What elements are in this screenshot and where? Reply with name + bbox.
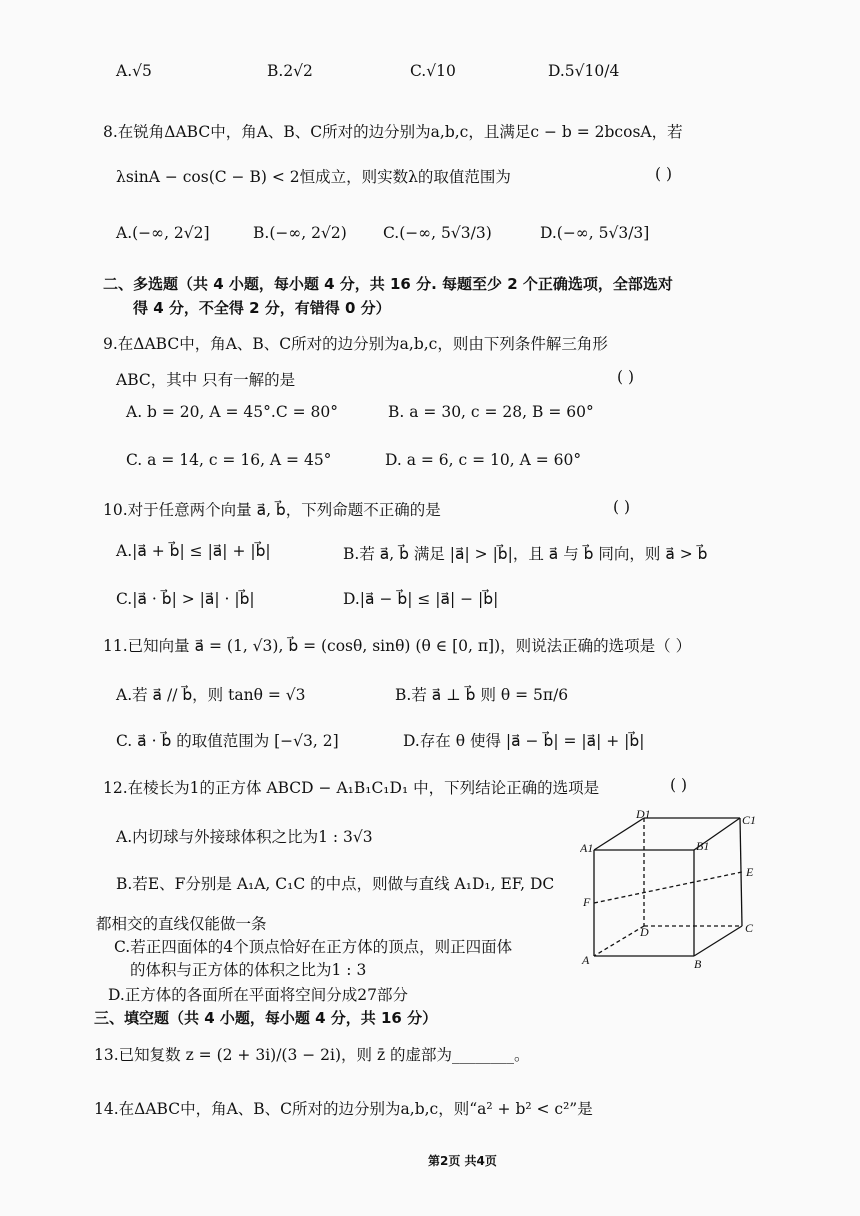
q11-option-d: D.存在 θ 使得 |a⃗ − b⃗| = |a⃗| + |b⃗| bbox=[403, 732, 645, 750]
q9-option-c: C. a = 14, c = 16, A = 45° bbox=[126, 451, 332, 469]
q11-stem: 11.已知向量 a⃗ = (1, √3), b⃗ = (cosθ, sinθ) (θ ∈ [0, π])，则说法正确的选项是（ ） bbox=[103, 637, 692, 655]
cube-label-c: C bbox=[745, 921, 754, 935]
q9-answer-bracket: ( ) bbox=[617, 368, 635, 386]
cube-label-a: A bbox=[582, 953, 590, 967]
section2-heading-cont: 得 4 分，不全得 2 分，有错得 0 分） bbox=[133, 299, 391, 317]
q14-stem: 14.在ΔABC中，角A、B、C所对的边分别为a,b,c，则“a² + b² < c²”是 bbox=[94, 1100, 593, 1118]
q7-option-c: C.√10 bbox=[410, 62, 456, 80]
q8-option-b: B.(−∞, 2√2) bbox=[253, 224, 347, 242]
q8-option-c: C.(−∞, 5√3/3) bbox=[383, 224, 492, 242]
cube-figure bbox=[580, 808, 760, 968]
q10-answer-bracket: ( ) bbox=[613, 498, 631, 516]
q9-option-b: B. a = 30, c = 28, B = 60° bbox=[388, 403, 594, 421]
q8-stem-line2: λsinA − cos(C − B) < 2恒成立，则实数λ的取值范围为 bbox=[116, 168, 511, 186]
q12-option-c-cont: 的体积与正方体的体积之比为1 : 3 bbox=[130, 961, 367, 979]
cube-label-e: E bbox=[746, 865, 754, 879]
q12-option-c: C.若正四面体的4个顶点恰好在正方体的顶点，则正四面体 bbox=[114, 938, 513, 956]
q12-stem: 12.在棱长为1的正方体 ABCD − A₁B₁C₁D₁ 中，下列结论正确的选项是 bbox=[103, 779, 600, 797]
cube-label-c1: C1 bbox=[742, 813, 757, 827]
q7-option-b: B.2√2 bbox=[267, 62, 313, 80]
q9-option-a: A. b = 20, A = 45°.C = 80° bbox=[126, 403, 338, 421]
q11-option-c: C. a⃗ · b⃗ 的取值范围为 [−√3, 2] bbox=[116, 732, 339, 750]
q13-stem: 13.已知复数 z = (2 + 3i)/(3 − 2i)，则 z̄ 的虚部为________。 bbox=[94, 1046, 530, 1064]
q7-option-d: D.5√10/4 bbox=[548, 62, 620, 80]
q12-option-b: B.若E、F分别是 A₁A, C₁C 的中点，则做与直线 A₁D₁, EF, DC bbox=[116, 875, 555, 893]
q10-option-b: B.若 a⃗, b⃗ 满足 |a⃗| > |b⃗|，且 a⃗ 与 b⃗ 同向，则 a⃗ > b⃗ bbox=[343, 545, 708, 563]
q10-option-a: A.|a⃗ + b⃗| ≤ |a⃗| + |b⃗| bbox=[116, 542, 271, 560]
q8-option-d: D.(−∞, 5√3/3] bbox=[540, 224, 650, 242]
section3-heading: 三、填空题（共 4 小题，每小题 4 分，共 16 分） bbox=[94, 1009, 438, 1027]
q8-answer-bracket: ( ) bbox=[655, 165, 673, 183]
section2-heading: 二、多选题（共 4 小题，每小题 4 分，共 16 分. 每题至少 2 个正确选项，全部选对 bbox=[103, 275, 673, 293]
q12-option-b-cont: 都相交的直线仅能做一条 bbox=[96, 915, 267, 933]
q12-option-a: A.内切球与外接球体积之比为1 : 3√3 bbox=[116, 828, 373, 846]
q9-stem-line1: 9.在ΔABC中，角A、B、C所对的边分别为a,b,c，则由下列条件解三角形 bbox=[103, 335, 608, 353]
q12-option-d: D.正方体的各面所在平面将空间分成27部分 bbox=[108, 986, 409, 1004]
cube-label-a1: A1 bbox=[580, 841, 594, 855]
q12-answer-bracket: ( ) bbox=[670, 776, 688, 794]
q10-option-c: C.|a⃗ · b⃗| > |a⃗| · |b⃗| bbox=[116, 590, 255, 608]
cube-label-f: F bbox=[583, 895, 591, 909]
cube-label-d1: D1 bbox=[636, 808, 651, 821]
q9-option-d: D. a = 6, c = 10, A = 60° bbox=[385, 451, 582, 469]
q10-option-d: D.|a⃗ − b⃗| ≤ |a⃗| − |b⃗| bbox=[343, 590, 499, 608]
q9-stem-line2: ABC，其中 只有一解的是 bbox=[116, 371, 296, 389]
q10-stem: 10.对于任意两个向量 a⃗, b⃗，下列命题不正确的是 bbox=[103, 501, 441, 519]
q11-option-a: A.若 a⃗ // b⃗，则 tanθ = √3 bbox=[116, 686, 306, 704]
page-footer: 第2页 共4页 bbox=[428, 1154, 497, 1168]
cube-label-b: B bbox=[694, 957, 702, 968]
cube-label-d: D bbox=[640, 925, 649, 939]
q8-option-a: A.(−∞, 2√2] bbox=[116, 224, 210, 242]
q11-option-b: B.若 a⃗ ⊥ b⃗ 则 θ = 5π/6 bbox=[395, 686, 569, 704]
q8-stem-line1: 8.在锐角ΔABC中，角A、B、C所对的边分别为a,b,c，且满足c − b = 2bcosA，若 bbox=[103, 123, 683, 141]
cube-label-b1: B1 bbox=[696, 839, 710, 853]
q7-option-a: A.√5 bbox=[116, 62, 152, 80]
